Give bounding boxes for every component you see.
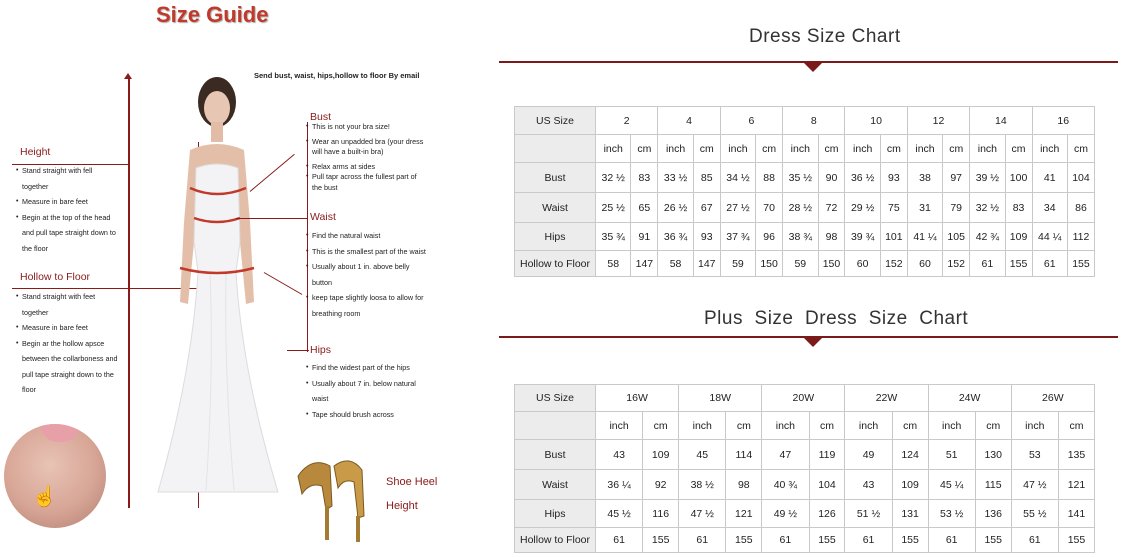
value-cell: 155 [892, 528, 928, 553]
hollow-item-1: • Stand straight with feet together [16, 289, 120, 320]
value-cell: 61 [596, 528, 643, 553]
hips-item-3: • Tape should brush across [306, 407, 426, 423]
value-cell: 42 ¾ [970, 223, 1005, 251]
table-row [515, 135, 1095, 163]
value-cell: 65 [631, 193, 658, 223]
plus-chart-title: Plus Size Dress Size Chart [704, 308, 969, 329]
table-row [515, 251, 1095, 277]
value-cell: 28 ½ [783, 193, 818, 223]
value-cell: 75 [880, 193, 907, 223]
hollow-heading: Hollow to Floor [20, 271, 91, 283]
value-cell: 141 [1058, 500, 1094, 528]
unit-cell: cm [1005, 135, 1032, 163]
value-cell: 115 [975, 470, 1011, 500]
value-cell: 31 [907, 193, 942, 223]
value-cell: 147 [631, 251, 658, 277]
hips-heading-line [287, 350, 309, 351]
unit-cell: cm [943, 135, 970, 163]
unit-cell: cm [756, 135, 783, 163]
value-cell: 70 [756, 193, 783, 223]
value-cell: 130 [975, 440, 1011, 470]
value-cell: 61 [762, 528, 809, 553]
plus-size-table [514, 384, 1095, 553]
bust-heading: Bust [310, 111, 332, 123]
value-cell: 119 [809, 440, 845, 470]
value-cell: 147 [693, 251, 720, 277]
value-cell: 60 [845, 251, 880, 277]
table-row [515, 107, 1095, 135]
height-heading: Height [20, 146, 51, 158]
value-cell: 155 [1005, 251, 1032, 277]
waist-item-4: • keep tape slightly loosa to allow for breathing room [306, 290, 426, 321]
value-cell: 116 [643, 500, 679, 528]
size-header: 12 [907, 107, 969, 135]
value-cell: 41 ¼ [907, 223, 942, 251]
value-cell: 126 [809, 500, 845, 528]
value-cell: 83 [1005, 193, 1032, 223]
value-cell: 150 [818, 251, 845, 277]
hollow-item-2: • Measure in bare feet [16, 320, 120, 336]
height-instructions [16, 163, 120, 256]
value-cell: 33 ½ [658, 163, 693, 193]
dress-size-table [514, 106, 1095, 277]
table-row [515, 223, 1095, 251]
waist-instructions [306, 228, 426, 321]
value-cell: 131 [892, 500, 928, 528]
table-row [515, 470, 1095, 500]
value-cell: 44 ¼ [1032, 223, 1067, 251]
value-cell: 85 [693, 163, 720, 193]
value-cell: 112 [1067, 223, 1094, 251]
row-label-hips: Hips [515, 500, 596, 528]
value-cell: 88 [756, 163, 783, 193]
height-item-2: • Measure in bare feet [16, 194, 120, 210]
value-cell: 53 [1011, 440, 1058, 470]
value-cell: 36 ¼ [596, 470, 643, 500]
hips-item-2: • Usually about 7 in. below natural waist [306, 376, 426, 407]
value-cell: 152 [880, 251, 907, 277]
row-label-hips: Hips [515, 223, 596, 251]
size-header: 16 [1032, 107, 1094, 135]
value-cell: 61 [845, 528, 892, 553]
unit-cell: inch [720, 135, 755, 163]
value-cell: 136 [975, 500, 1011, 528]
row-label-hollow: Hollow to Floor [515, 528, 596, 553]
value-cell: 93 [880, 163, 907, 193]
value-cell: 45 [679, 440, 726, 470]
shoe-height-label: Height [386, 500, 418, 512]
size-header: 16W [596, 385, 679, 412]
waist-heading: Waist [310, 211, 336, 223]
us-size-label: US Size [515, 107, 596, 135]
hips-item-1: • Find the widest part of the hips [306, 360, 426, 376]
value-cell: 104 [809, 470, 845, 500]
waist-item-1: • Find the natural waist [306, 228, 426, 244]
waist-pointer-line [236, 218, 308, 219]
value-cell: 58 [596, 251, 631, 277]
height-arrow-top [124, 73, 132, 79]
value-cell: 58 [658, 251, 693, 277]
bust-item-2: • Wear an unpadded bra (your dress will have a built-in bra) [306, 137, 426, 158]
value-cell: 61 [1032, 251, 1067, 277]
value-cell: 79 [943, 193, 970, 223]
value-cell: 51 ½ [845, 500, 892, 528]
value-cell: 32 ½ [970, 193, 1005, 223]
unit-cell: inch [1032, 135, 1067, 163]
value-cell: 26 ½ [658, 193, 693, 223]
value-cell: 155 [726, 528, 762, 553]
unit-cell: cm [643, 412, 679, 440]
value-cell: 49 ½ [762, 500, 809, 528]
height-item-1: • Stand straight with fell together [16, 163, 120, 194]
unit-cell: cm [809, 412, 845, 440]
value-cell: 155 [1067, 251, 1094, 277]
height-measure-line [128, 76, 130, 508]
value-cell: 155 [1058, 528, 1094, 553]
unit-cell: cm [726, 412, 762, 440]
value-cell: 38 ½ [679, 470, 726, 500]
height-item-3: • Begin at the top of the head and pull tape straight down to the floor [16, 210, 120, 257]
value-cell: 51 [928, 440, 975, 470]
value-cell: 55 ½ [1011, 500, 1058, 528]
table-row [515, 163, 1095, 193]
bust-item-4: • Pull tapr across the fullest part of the bust [306, 172, 426, 193]
value-cell: 45 ½ [596, 500, 643, 528]
value-cell: 41 [1032, 163, 1067, 193]
bust-item-3: • Relax arms at sides [306, 162, 426, 173]
size-header: 24W [928, 385, 1011, 412]
size-header: 8 [783, 107, 845, 135]
value-cell: 49 [845, 440, 892, 470]
value-cell: 40 ¾ [762, 470, 809, 500]
unit-cell: inch [845, 135, 880, 163]
value-cell: 104 [1067, 163, 1094, 193]
value-cell: 121 [726, 500, 762, 528]
value-cell: 43 [596, 440, 643, 470]
value-cell: 36 ¾ [658, 223, 693, 251]
value-cell: 155 [809, 528, 845, 553]
value-cell: 135 [1058, 440, 1094, 470]
value-cell: 35 ½ [783, 163, 818, 193]
dress-chart-marker [804, 63, 822, 72]
shoe-heel-label: Shoe Heel [386, 476, 438, 488]
value-cell: 38 ¾ [783, 223, 818, 251]
hips-instructions [306, 360, 426, 422]
value-cell: 90 [818, 163, 845, 193]
unit-cell: cm [631, 135, 658, 163]
size-header: 14 [970, 107, 1032, 135]
size-guide-title: Size Guide [156, 2, 269, 27]
plus-chart-marker [804, 338, 822, 347]
row-label-bust: Bust [515, 163, 596, 193]
unit-cell: inch [596, 412, 643, 440]
value-cell: 105 [943, 223, 970, 251]
value-cell: 36 ½ [845, 163, 880, 193]
unit-cell: inch [845, 412, 892, 440]
value-cell: 93 [693, 223, 720, 251]
unit-cell: inch [762, 412, 809, 440]
value-cell: 61 [1011, 528, 1058, 553]
pointer-hand-icon: ☝ [32, 486, 57, 508]
value-cell: 61 [679, 528, 726, 553]
table-row [515, 500, 1095, 528]
table-row [515, 440, 1095, 470]
value-cell: 53 ½ [928, 500, 975, 528]
value-cell: 114 [726, 440, 762, 470]
bust-item-1: • This is not your bra size! [306, 122, 426, 133]
send-note: Send bust, waist, hips,hollow to floor By email [254, 71, 420, 80]
value-cell: 109 [643, 440, 679, 470]
value-cell: 59 [783, 251, 818, 277]
unit-cell: inch [658, 135, 693, 163]
value-cell: 39 ¾ [845, 223, 880, 251]
value-cell: 35 ¾ [596, 223, 631, 251]
size-header: 2 [596, 107, 658, 135]
hips-heading: Hips [310, 344, 332, 356]
value-cell: 92 [643, 470, 679, 500]
value-cell: 109 [1005, 223, 1032, 251]
unit-cell: cm [818, 135, 845, 163]
value-cell: 101 [880, 223, 907, 251]
waist-item-3: • Usually about 1 in. above belly button [306, 259, 426, 290]
unit-cell: inch [1011, 412, 1058, 440]
table-row [515, 412, 1095, 440]
value-cell: 83 [631, 163, 658, 193]
value-cell: 98 [726, 470, 762, 500]
neck-closeup-image [4, 424, 106, 528]
value-cell: 96 [756, 223, 783, 251]
table-row [515, 528, 1095, 553]
value-cell: 43 [845, 470, 892, 500]
value-cell: 25 ½ [596, 193, 631, 223]
shoe-image [292, 446, 372, 546]
dress-chart-title: Dress Size Chart [749, 26, 901, 47]
value-cell: 109 [892, 470, 928, 500]
value-cell: 27 ½ [720, 193, 755, 223]
value-cell: 72 [818, 193, 845, 223]
unit-cell: inch [679, 412, 726, 440]
bust-instructions [306, 122, 426, 193]
unit-cell: cm [880, 135, 907, 163]
table-row [515, 193, 1095, 223]
row-label-bust: Bust [515, 440, 596, 470]
row-label-hollow: Hollow to Floor [515, 251, 596, 277]
unit-cell: cm [1067, 135, 1094, 163]
value-cell: 34 [1032, 193, 1067, 223]
unit-cell: inch [783, 135, 818, 163]
row-label-waist: Waist [515, 193, 596, 223]
value-cell: 100 [1005, 163, 1032, 193]
value-cell: 91 [631, 223, 658, 251]
value-cell: 39 ½ [970, 163, 1005, 193]
hollow-instructions [16, 289, 120, 398]
value-cell: 121 [1058, 470, 1094, 500]
value-cell: 60 [907, 251, 942, 277]
unit-cell: inch [596, 135, 631, 163]
value-cell: 29 ½ [845, 193, 880, 223]
unit-label-cell [515, 412, 596, 440]
size-header: 26W [1011, 385, 1094, 412]
value-cell: 61 [970, 251, 1005, 277]
unit-cell: cm [1058, 412, 1094, 440]
size-header: 22W [845, 385, 928, 412]
value-cell: 32 ½ [596, 163, 631, 193]
row-label-waist: Waist [515, 470, 596, 500]
waist-item-2: • This is the smallest part of the waist [306, 244, 426, 260]
value-cell: 59 [720, 251, 755, 277]
size-header: 6 [720, 107, 782, 135]
value-cell: 47 [762, 440, 809, 470]
value-cell: 45 ¼ [928, 470, 975, 500]
value-cell: 47 ½ [679, 500, 726, 528]
hollow-item-3: • Begin ar the hollow apsce between the collarboness and pull tape straight down to the floor [16, 336, 120, 398]
size-header: 10 [845, 107, 907, 135]
value-cell: 67 [693, 193, 720, 223]
value-cell: 98 [818, 223, 845, 251]
size-header: 20W [762, 385, 845, 412]
unit-cell: cm [693, 135, 720, 163]
value-cell: 124 [892, 440, 928, 470]
unit-cell: inch [928, 412, 975, 440]
size-header: 4 [658, 107, 720, 135]
value-cell: 37 ¾ [720, 223, 755, 251]
value-cell: 47 ½ [1011, 470, 1058, 500]
value-cell: 38 [907, 163, 942, 193]
value-cell: 152 [943, 251, 970, 277]
unit-cell: inch [970, 135, 1005, 163]
value-cell: 86 [1067, 193, 1094, 223]
value-cell: 155 [975, 528, 1011, 553]
value-cell: 155 [643, 528, 679, 553]
unit-cell: inch [907, 135, 942, 163]
value-cell: 150 [756, 251, 783, 277]
value-cell: 97 [943, 163, 970, 193]
unit-cell: cm [892, 412, 928, 440]
us-size-label: US Size [515, 385, 596, 412]
unit-cell: cm [975, 412, 1011, 440]
unit-label-cell [515, 135, 596, 163]
model-figure [150, 72, 285, 508]
size-header: 18W [679, 385, 762, 412]
value-cell: 61 [928, 528, 975, 553]
value-cell: 34 ½ [720, 163, 755, 193]
table-row [515, 385, 1095, 412]
